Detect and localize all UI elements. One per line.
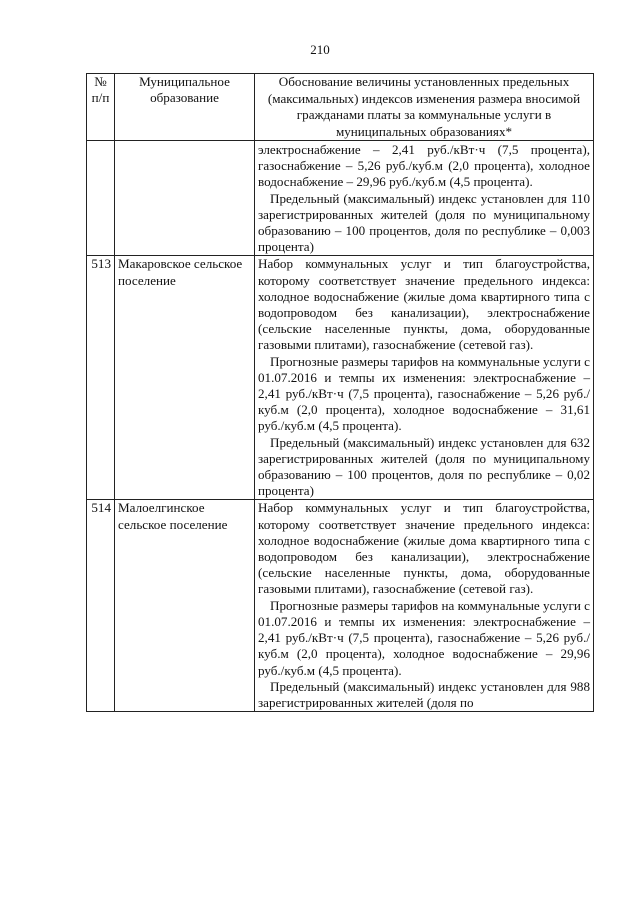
row-number: 513 (87, 256, 115, 500)
header-number: № п/п (87, 74, 115, 141)
row-number: 514 (87, 500, 115, 712)
row-number (87, 141, 115, 256)
row-justification (255, 256, 594, 500)
header-justification: Обоснование величины установленных предельных (максимальных) индексов изменения размера вносимой гражданами платы за коммунальные услуги в муниципальных образованиях* (255, 74, 594, 141)
justification-paragraph: Прогнозные размеры тарифов на коммунальные услуги с 01.07.2016 и темпы их изменения: электроснабжение – 2,41 руб./кВт·ч (7,5 процента), газоснабжение – 5,26 руб./куб.м (2,0 процента), холодное водоснабжение – 29,96 руб./куб.м (4,5 процента). (258, 597, 590, 678)
tariff-index-table (86, 73, 594, 712)
row-municipality (115, 141, 255, 256)
justification-paragraph: Предельный (максимальный) индекс установлен для 632 зарегистрированных жителей (доля по муниципальному образованию – 100 процентов, доля по республике – 0,02 процента) (258, 434, 590, 499)
page-number: 210 (310, 42, 330, 57)
row-municipality: Малоелгинское сельское поселение (115, 500, 255, 712)
justification-paragraph: Набор коммунальных услуг и тип благоустройства, которому соответствует значение предельного индекса: холодное водоснабжение (жилые дома квартирного типа с водопроводом без канализации), электроснабжение (сельские населенные пункты, дома, оборудованные газовыми плитами), газоснабжение (сетевой газ). (258, 500, 590, 597)
justification-paragraph: Набор коммунальных услуг и тип благоустройства, которому соответствует значение предельного индекса: холодное водоснабжение (жилые дома квартирного типа с водопроводом без канализации), электроснабжение (сельские населенные пункты, дома, оборудованные газовыми плитами), газоснабжение (сетевой газ). (258, 256, 590, 353)
justification-paragraph: Предельный (максимальный) индекс установлен для 110 зарегистрированных жителей (доля по муниципальному образованию – 100 процентов, доля по республике – 0,003 процента) (258, 190, 590, 255)
row-justification (255, 141, 594, 256)
row-justification (255, 500, 594, 712)
table-row-514 (87, 500, 594, 712)
justification-paragraph: электроснабжение – 2,41 руб./кВт·ч (7,5 процента), газоснабжение – 5,26 руб./куб.м (2,0 процента), холодное водоснабжение – 29,96 руб./куб.м (4,5 процента). (258, 142, 590, 190)
justification-paragraph: Прогнозные размеры тарифов на коммунальные услуги с 01.07.2016 и темпы их изменения: электроснабжение – 2,41 руб./кВт·ч (7,5 процента), газоснабжение – 5,26 руб./куб.м (2,0 процента), холодное водоснабжение – 31,61 руб./куб.м (4,5 процента). (258, 353, 590, 434)
header-municipality: Муниципальное образование (115, 74, 255, 141)
table-row-continuation (87, 141, 594, 256)
table-header-row (87, 74, 594, 141)
row-municipality: Макаровское сельское поселение (115, 256, 255, 500)
justification-paragraph: Предельный (максимальный) индекс установлен для 988 зарегистрированных жителей (доля по (258, 678, 590, 710)
table-row-513 (87, 256, 594, 500)
